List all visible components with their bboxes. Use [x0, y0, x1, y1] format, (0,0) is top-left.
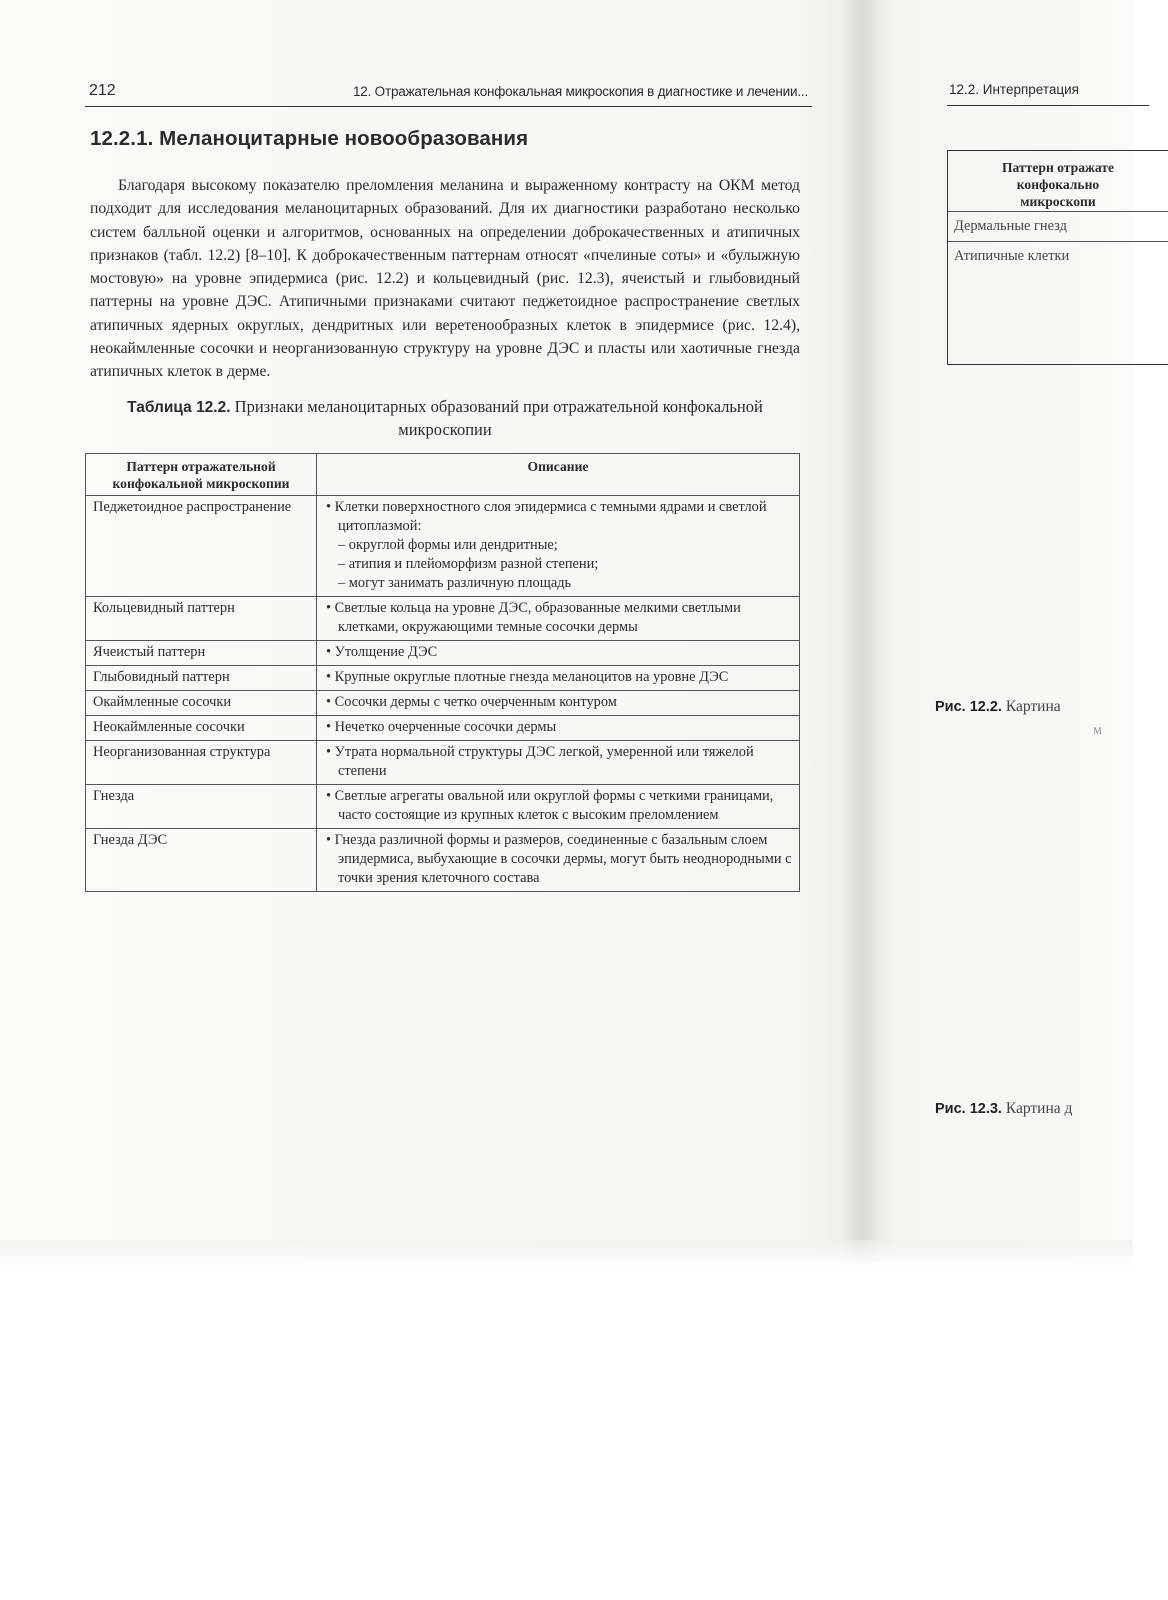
description-line: • Утолщение ДЭС	[326, 643, 438, 660]
right-table	[947, 150, 1168, 365]
pattern-cell: Кольцевидный паттерн	[86, 596, 317, 640]
left-page	[85, 80, 812, 892]
running-head	[85, 80, 812, 107]
description-cell	[317, 828, 800, 891]
page-number: 212	[89, 82, 116, 99]
description-cell	[317, 640, 800, 665]
right-table-header	[948, 151, 1168, 212]
description-cell	[317, 690, 800, 715]
pattern-cell: Ячеистый паттерн	[86, 640, 317, 665]
table-row	[86, 495, 800, 596]
body-paragraph: Благодаря высокому показателю преломления меланина и выраженному контрасту на ОКМ метод подходит для исследования меланоцитарных образований. Для их диагностики разработано несколько систем балльной оценки и алгоритмов, основанных на определении доброкачественных и атипичных признаков (табл. 12.2) [8–10]. К доброкачественным паттернам относят «пчелиные соты» и «булыжную мостовую» на уровне эпидермиса (рис. 12.2) и кольцевидный (рис. 12.3), ячеистый и глыбовидный паттерны на уровне ДЭС. Атипичными признаками считают педжетоидное распространение светлых атипичных ядерных округлых, дендритных или веретенообразных клеток в эпидермисе (рис. 12.4), неокаймленные сосочки и неорганизованную структуру на уровне ДЭС и пласты или хаотичные гнезда атипичных клеток в дерме.	[90, 177, 800, 381]
description-line: • Крупные округлые плотные гнезда меланоцитов на уровне ДЭС	[326, 668, 729, 685]
description-line: • Светлые агрегаты овальной или округлой формы с четкими границами, часто состоящие из крупных клеток с высоким преломлением	[326, 787, 774, 823]
description-line: • Клетки поверхностного слоя эпидермиса с темными ядрами и светлой цитоплазмой:	[326, 498, 767, 534]
pattern-cell: Гнезда	[86, 784, 317, 828]
figure-caption-12-3	[935, 1100, 1072, 1118]
description-cell	[317, 784, 800, 828]
description-line: – округлой формы или дендритные;	[338, 536, 558, 553]
table-caption-label: Таблица 12.2.	[127, 398, 231, 416]
header-pattern: Паттерн отражательной конфокальной микроскопии	[86, 453, 317, 495]
table-header-row	[86, 453, 800, 495]
pattern-cell: Неокаймленные сосочки	[86, 715, 317, 740]
header-description: Описание	[317, 453, 800, 495]
description-line: • Сосочки дермы с четко очерченным контуром	[326, 693, 617, 710]
table-row	[86, 715, 800, 740]
table-row	[86, 784, 800, 828]
table-caption	[90, 396, 800, 441]
book-gutter	[840, 0, 878, 1262]
description-line: – могут занимать различную площадь	[338, 574, 572, 591]
right-table-row: Атипичные клетки	[954, 248, 1070, 264]
table-caption-text: Признаки меланоцитарных образований при отражательной конфокальной микроскопии	[234, 396, 763, 439]
pattern-cell: Глыбовидный паттерн	[86, 665, 317, 690]
description-cell	[317, 495, 800, 596]
section-title: 12.2.1. Меланоцитарные новообразования	[90, 127, 529, 150]
description-line: • Гнезда различной формы и размеров, соединенные с базальным слоем эпидермиса, выбухающие в сосочки дермы, могут быть неоднородными с точки зрения клеточного состава	[326, 831, 792, 886]
figure-text: Картина	[1005, 698, 1061, 715]
pattern-cell: Педжетоидное распространение	[86, 495, 317, 596]
right-header-line: Паттерн отражате	[1001, 160, 1115, 175]
description-line: • Светлые кольца на уровне ДЭС, образованные мелкими светлыми клетками, окружающими темные сосочки дермы	[326, 599, 741, 635]
description-cell	[317, 740, 800, 784]
figure-caption-12-2	[935, 698, 1061, 716]
right-header-line: микроскопи	[1020, 194, 1096, 209]
description-line: • Нечетко очерченные сосочки дермы	[326, 718, 557, 735]
description-cell	[317, 715, 800, 740]
description-line: – атипия и плейоморфизм разной степени;	[338, 555, 599, 572]
table-row	[86, 690, 800, 715]
figure-caption-fragment: м	[1093, 723, 1102, 738]
right-table-row: Дермальные гнезд	[948, 212, 1168, 242]
table-row	[86, 640, 800, 665]
figure-label: Рис. 12.2.	[935, 699, 1002, 715]
table-row	[86, 740, 800, 784]
table-row	[86, 665, 800, 690]
right-running-title: 12.2. Интерпретация	[947, 82, 1149, 106]
description-cell	[317, 596, 800, 640]
table-row	[86, 828, 800, 891]
description-cell	[317, 665, 800, 690]
pattern-cell: Окаймленные сосочки	[86, 690, 317, 715]
pattern-cell: Гнезда ДЭС	[86, 828, 317, 891]
figure-text: Картина д	[1005, 1100, 1073, 1117]
description-line: • Утрата нормальной структуры ДЭС легкой, умеренной или тяжелой степени	[326, 743, 754, 779]
features-table	[85, 453, 800, 892]
pattern-cell: Неорганизованная структура	[86, 740, 317, 784]
figure-label: Рис. 12.3.	[935, 1101, 1002, 1117]
right-page	[935, 82, 1133, 1282]
right-header-line: конфокально	[1016, 177, 1100, 192]
table-row	[86, 596, 800, 640]
running-title: 12. Отражательная конфокальная микроскопия в диагностике и лечении...	[352, 84, 808, 99]
